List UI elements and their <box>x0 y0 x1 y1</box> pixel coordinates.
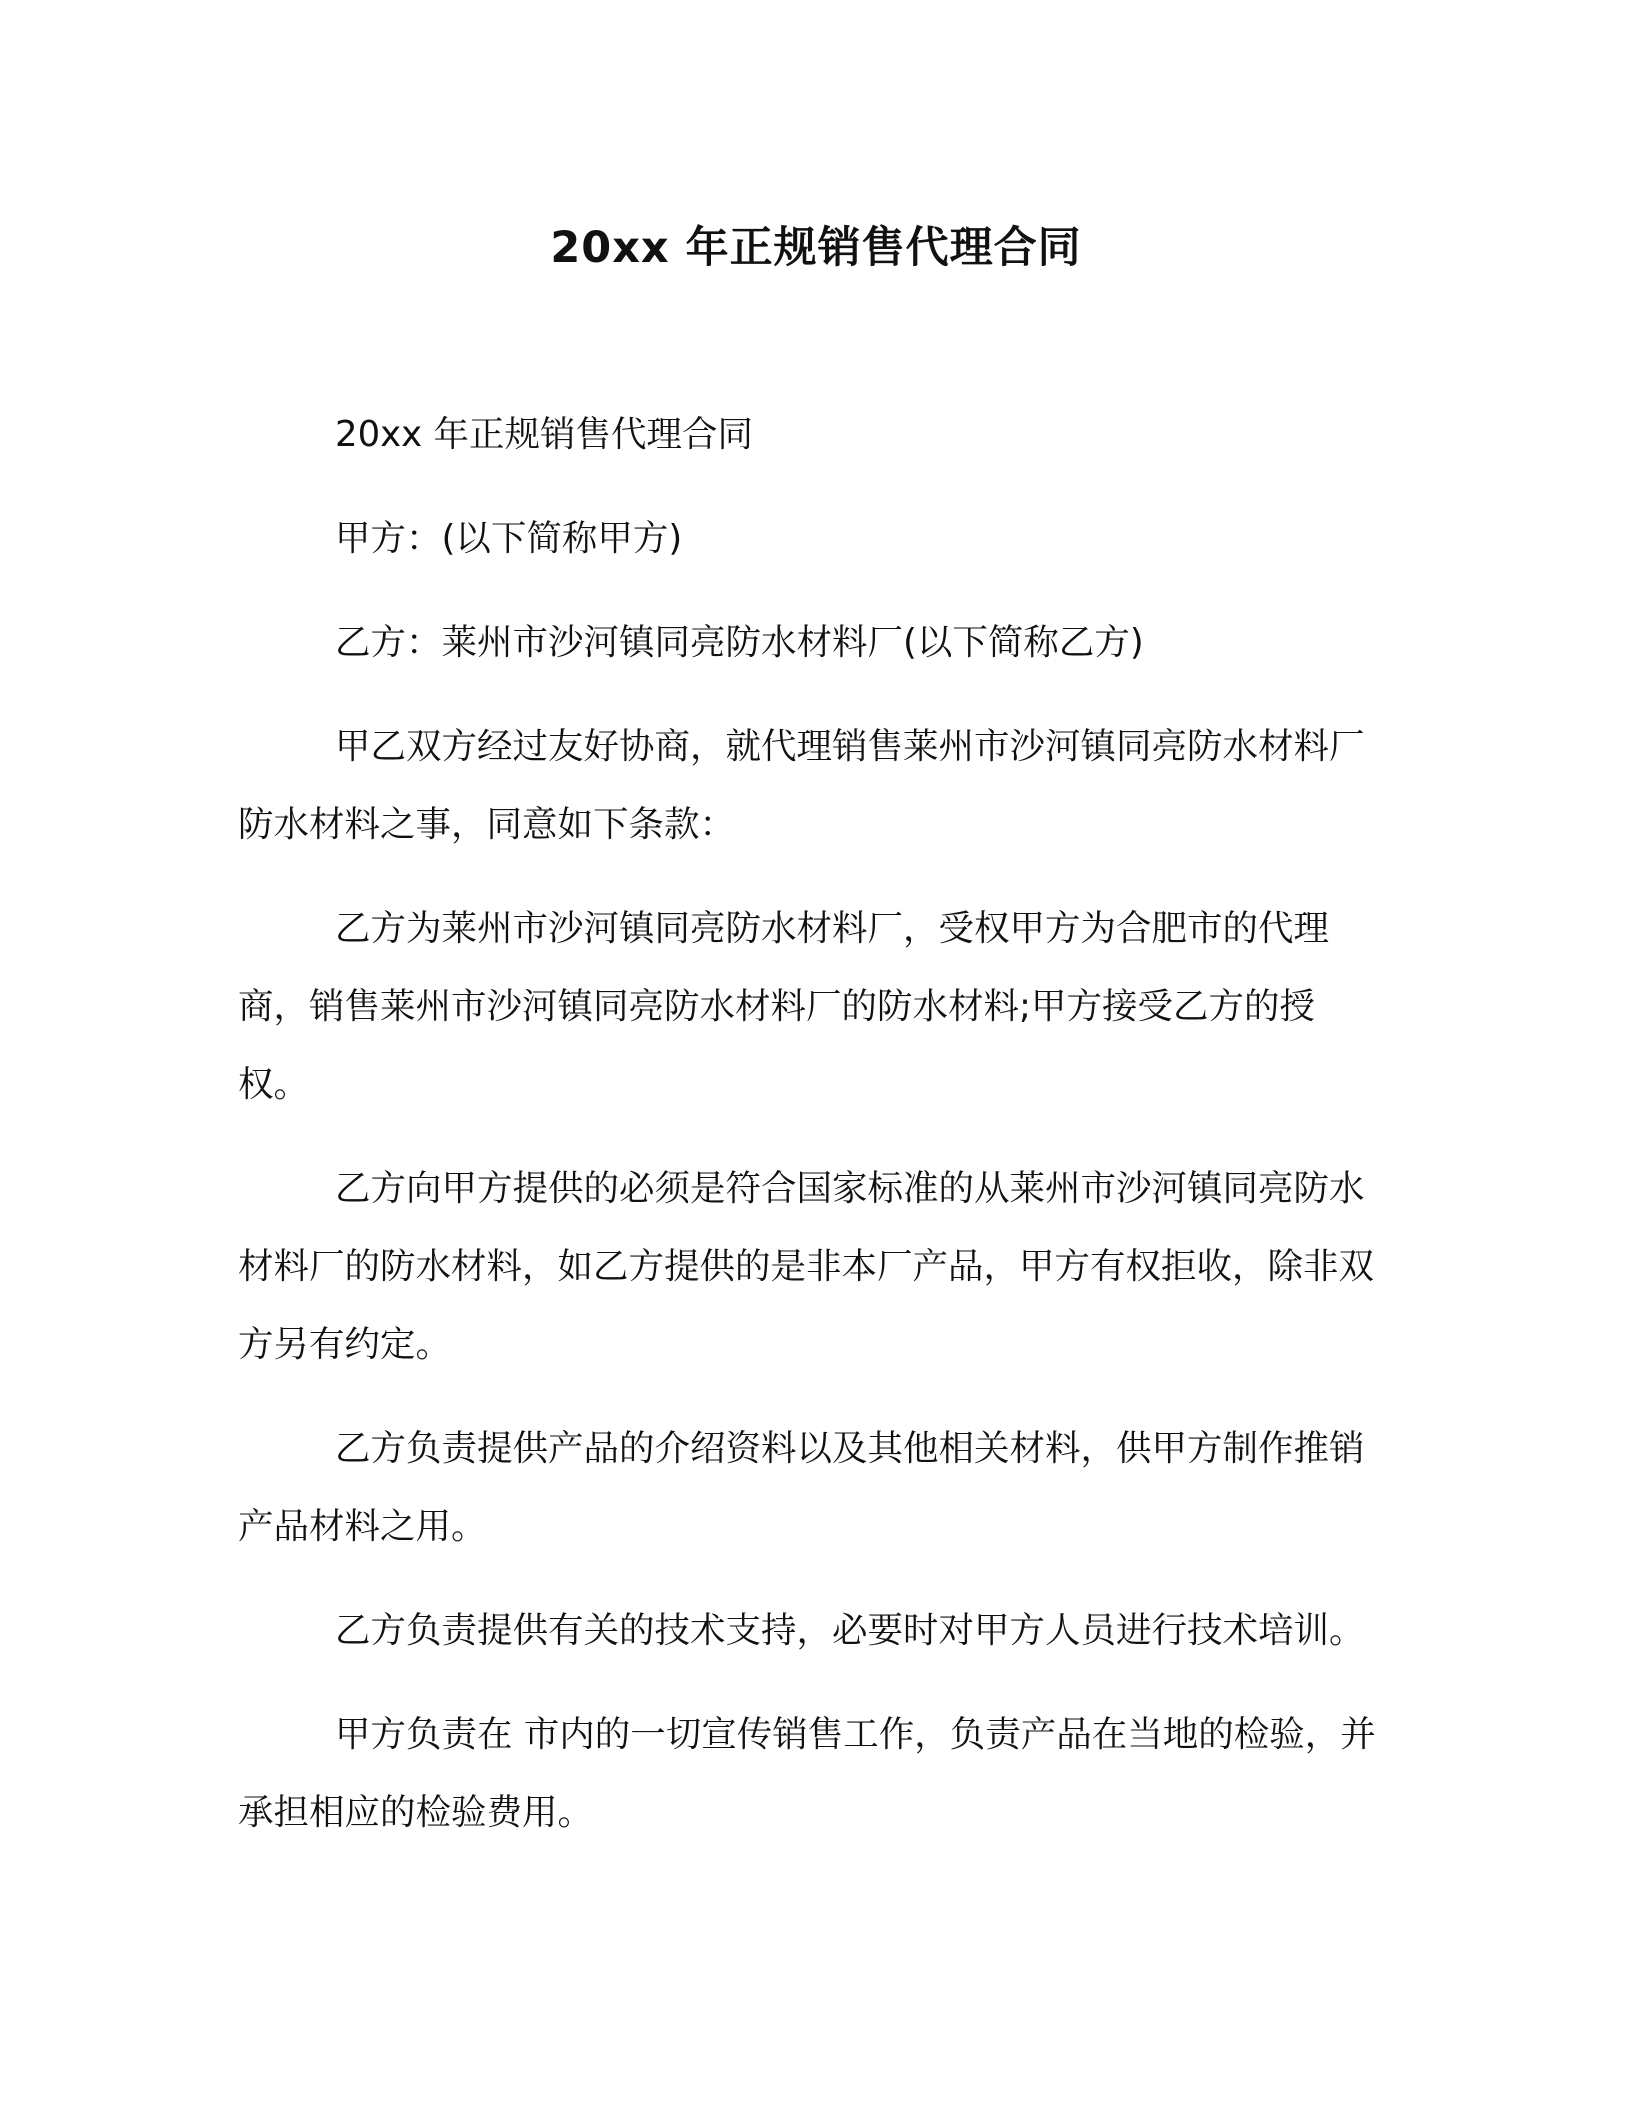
paragraph-agreement-intro: 甲乙双方经过友好协商，就代理销售莱州市沙河镇同亮防水材料厂防水材料之事，同意如下条款： <box>238 726 1365 845</box>
document-title: 20xx 年正规销售代理合同 <box>550 223 1082 273</box>
paragraph-subtitle: 20xx 年正规销售代理合同 <box>335 414 753 455</box>
paragraph-authorization: 乙方为莱州市沙河镇同亮防水材料厂，受权甲方为合肥市的代理商，销售莱州市沙河镇同亮防水材料厂的防水材料;甲方接受乙方的授权。 <box>238 908 1330 1105</box>
paragraph-sales-responsibility: 甲方负责在 市内的一切宣传销售工作，负责产品在当地的检验，并承担相应的检验费用。 <box>238 1714 1376 1833</box>
paragraph-technical-support: 乙方负责提供有关的技术支持，必要时对甲方人员进行技术培训。 <box>335 1610 1365 1651</box>
document-body <box>238 396 1384 1852</box>
paragraph-party-b: 乙方：莱州市沙河镇同亮防水材料厂(以下简称乙方) <box>335 622 1144 663</box>
paragraph-product-standard: 乙方向甲方提供的必须是符合国家标准的从莱州市沙河镇同亮防水材料厂的防水材料，如乙方提供的是非本厂产品，甲方有权拒收，除非双方另有约定。 <box>238 1168 1375 1365</box>
paragraph-materials: 乙方负责提供产品的介绍资料以及其他相关材料，供甲方制作推销产品材料之用。 <box>238 1428 1365 1547</box>
paragraph-party-a: 甲方：(以下简称甲方) <box>335 518 683 559</box>
